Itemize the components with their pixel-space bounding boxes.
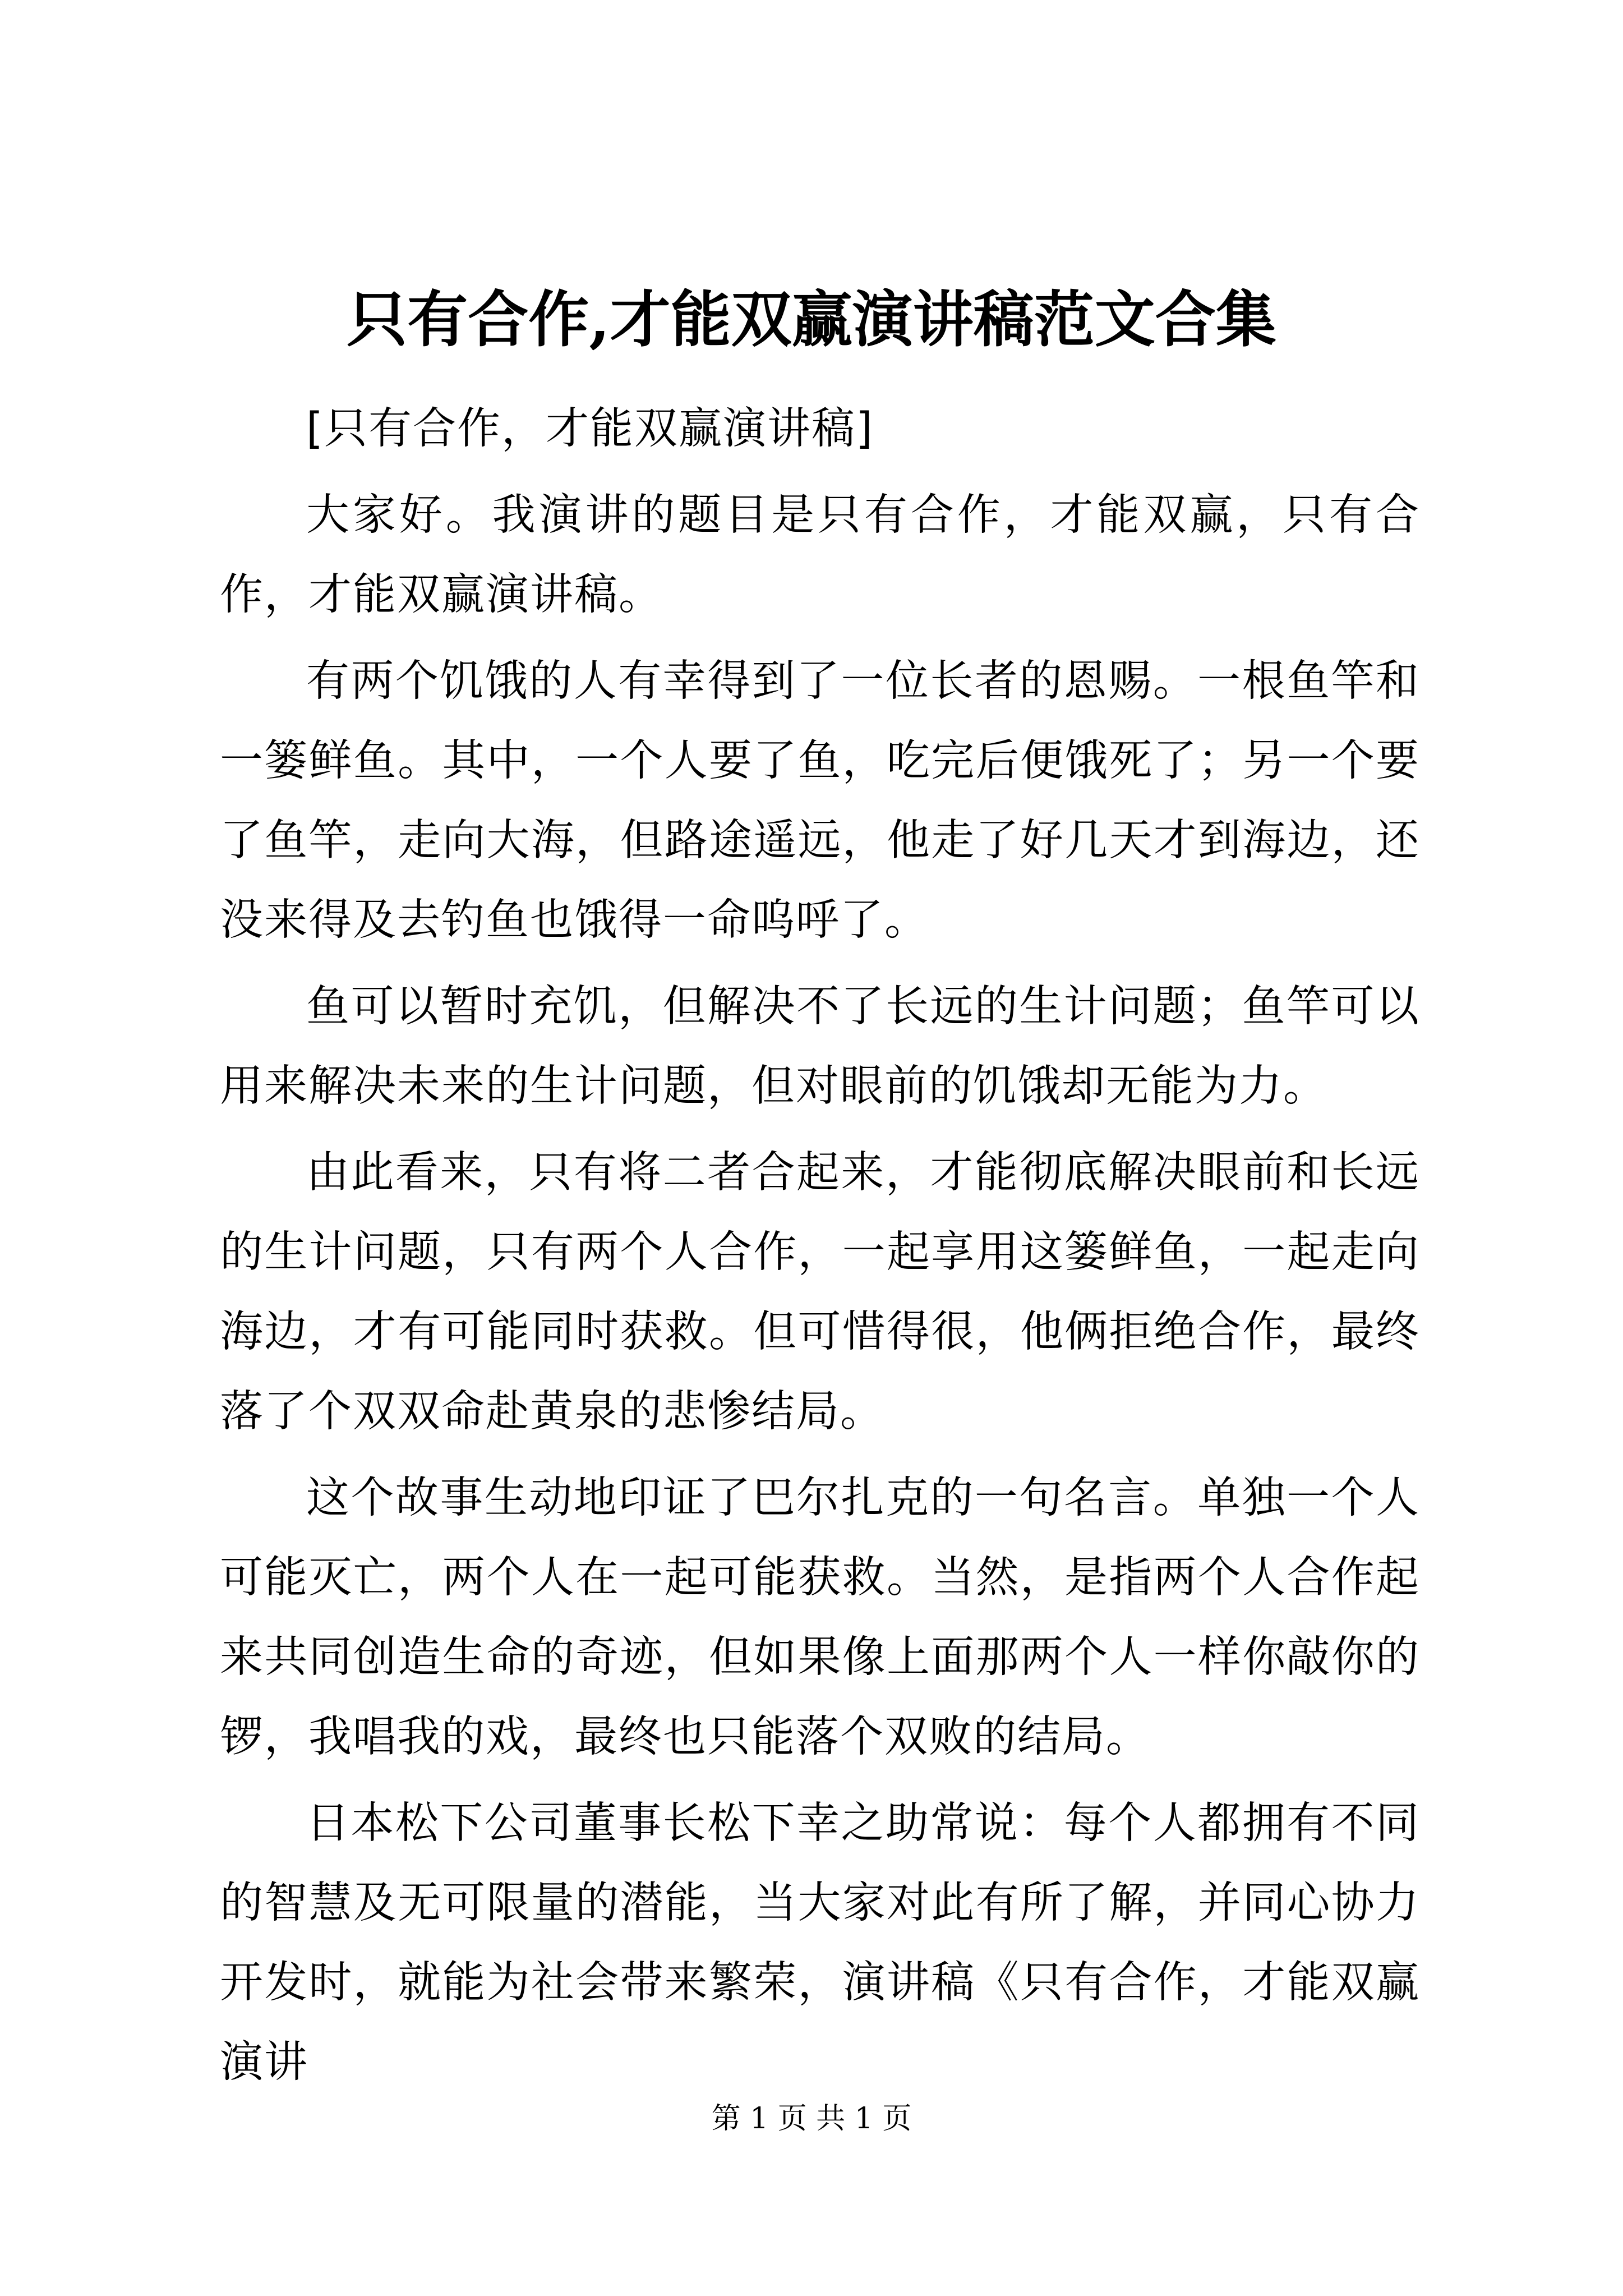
paragraph: 鱼可以暂时充饥，但解决不了长远的生计问题；鱼竿可以用来解决未来的生计问题，但对眼前的饥饿却无能为力。 (220, 982, 1420, 1111)
paragraph: 这个故事生动地印证了巴尔扎克的一句名言。单独一个人可能灭亡，两个人在一起可能获救。当然，是指两个人合作起来共同创造生命的奇迹，但如果像上面那两个人一样你敲你的锣，我唱我的戏，最终也只能落个双败的结局。 (220, 1473, 1420, 1762)
paragraph-heading-bracket: [只有合作，才能双赢演讲稿] (306, 404, 874, 454)
paragraph: 大家好。我演讲的题目是只有合作，才能双赢，只有合作，才能双赢演讲稿。 (220, 490, 1420, 620)
document-body (220, 389, 1420, 2109)
paragraph: 日本松下公司董事长松下幸之助常说：每个人都拥有不同的智慧及无可限量的潜能，当大家对此有所了解，并同心协力开发时，就能为社会带来繁荣，演讲稿《只有合作，才能双赢演讲 (220, 1798, 1420, 2087)
page-number-footer: 第 1 页 共 1 页 (711, 2102, 912, 2136)
paragraph: 有两个饥饿的人有幸得到了一位长者的恩赐。一根鱼竿和一篓鲜鱼。其中，一个人要了鱼，吃完后便饿死了；另一个要了鱼竿，走向大海，但路途遥远，他走了好几天才到海边，还没来得及去钓鱼也饿得一命呜呼了。 (220, 656, 1420, 945)
document-title: 只有合作,才能双赢演讲稿范文合集 (347, 284, 1276, 355)
paragraph: 由此看来，只有将二者合起来，才能彻底解决眼前和长远的生计问题，只有两个人合作，一起享用这篓鲜鱼，一起走向海边，才有可能同时获救。但可惜得很，他俩拒绝合作，最终落了个双双命赴黄泉的悲惨结局。 (220, 1148, 1420, 1437)
